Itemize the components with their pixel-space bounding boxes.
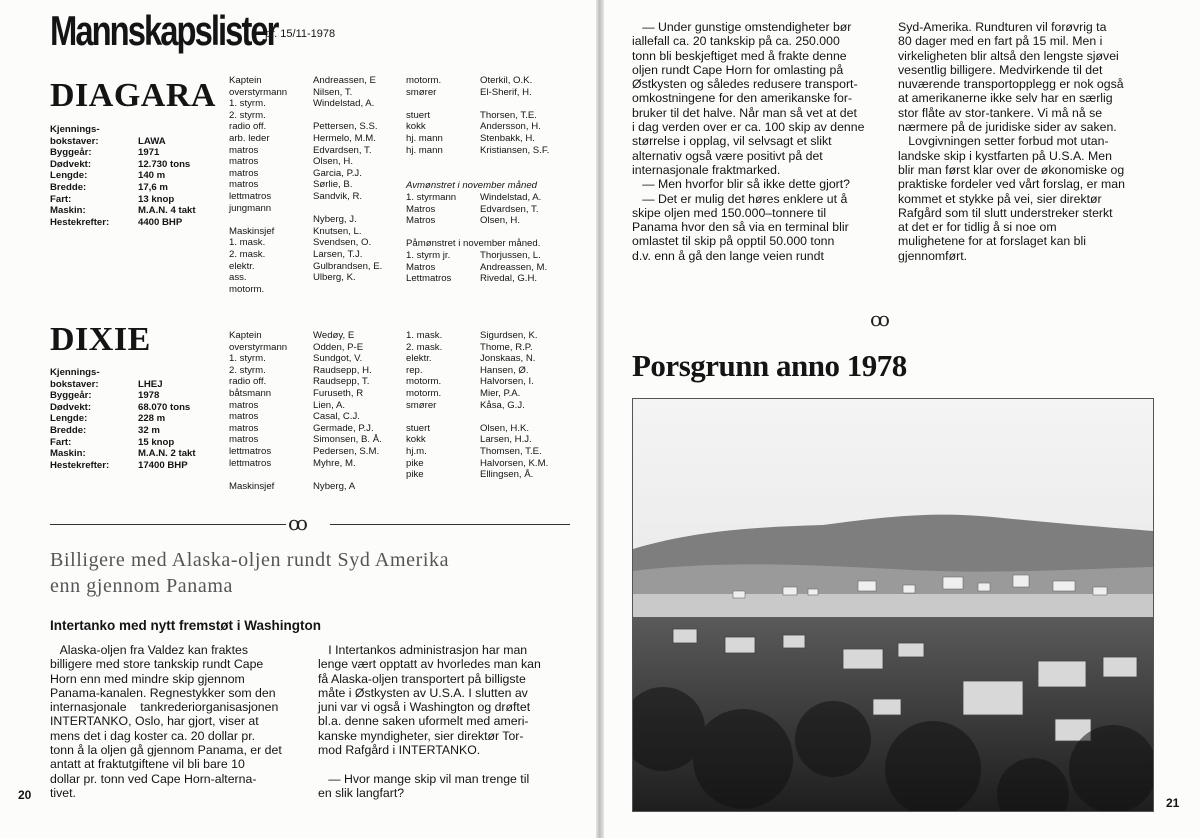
page-spine	[596, 0, 604, 838]
article-column-4: Syd-Amerika. Rundturen vil forøvrig ta 80 dager med en fart på 15 mil. Men i virkeligheten blir altså den lengste sjøvei vesentlig billigere. Medvirkende til det nuværende transportopplegg er nok også at amerikanerne ikke selv har en særlig stor flåte av stor-tankere. Vi må nå se nærmere på de juridiske sider av saken. Lovgivningen setter forbud mot utan- landske skip i kystfarten på U.S.A. Men blir man først klar over de økonomiske og praktiske fordeler ved vårt forslag, er man kommet et stykke på vei, sier direktør Rafgård som til slutt understreker sterkt at det er for tidlig å si noe om mulighetene for at forslaget kan bli gjennomført.	[898, 20, 1125, 263]
ship-name-diagara: DIAGARA	[50, 77, 216, 114]
crew-names-col1: Wedøy, E Odden, P-E Sundgot, V. Raudsepp, H. Raudsepp, T. Furuseth, R Lien, A. Casal, C.J. Germade, P.J. Simonsen, B. Å. Pedersen, S.M. Myhre, M. Nyberg, A	[313, 330, 382, 492]
ornament-icon: ꝏ	[870, 307, 890, 331]
ship-name-dixie: DIXIE	[50, 321, 151, 358]
article-headline: Billigere med Alaska-oljen rundt Syd Amerika enn gjennom Panama	[50, 549, 450, 597]
signed-on-heading: Påmønstret i november måned.	[406, 238, 541, 249]
divider-right	[330, 524, 570, 525]
signed-on-roles: 1. styrm jr. Matros Lettmatros	[406, 250, 452, 285]
article-column-2: I Intertankos administrasjon har man lenge vært opptatt av hvorledes man kan få Alaska-oljen transportert på billigste måte i Østkysten av U.S.A. I slutten av juni var vi også i Washington og drøftet bl.a. denne saken uformelt med ameri- kanske myndigheter, sier direktør Tor- mod Rafgård i INTERTANKO. — Hvor mange skip vil man trenge til en slik langfart?	[318, 643, 541, 800]
crew-roles-col2: motorm. smører stuert kokk hj. mann hj. mann	[406, 75, 443, 156]
crew-names-col2: Sigurdsen, K. Thome, R.P. Jonskaas, N. Hansen, Ø. Halvorsen, I. Mier, P.A. Kåsa, G.J. Olsen, H.K. Larsen, H.J. Thomsen, T.E. Halvorsen, K.M. Ellingsen, Å.	[480, 330, 549, 481]
masthead-title: Mannskapslister	[50, 7, 278, 54]
crew-roles-col1: Kaptein overstyrmann 1. styrm. 2. styrm. radio off. båtsmann matros matros matros matros lettmatros lettmatros Maskinsjef	[229, 330, 288, 492]
town-photo	[632, 398, 1154, 812]
page-number-left: 20	[18, 788, 32, 802]
signed-off-roles: 1. styrmann Matros Matros	[406, 192, 457, 227]
signed-off-heading: Avmønstret i november måned	[406, 180, 537, 191]
divider-left	[50, 524, 286, 525]
ship-spec-values: LAWA 1971 12.730 tons 140 m 17,6 m 13 knop M.A.N. 4 takt 4400 BHP	[138, 135, 196, 228]
ship-spec-values: LHEJ 1978 68.070 tons 228 m 32 m 15 knop M.A.N. 2 takt 17400 BHP	[138, 378, 196, 471]
signed-on-names: Thorjussen, L. Andreassen, M. Rivedal, G.H.	[480, 250, 548, 285]
crew-roles-col1: Kaptein overstyrmann 1. styrm. 2. styrm. radio off. arb. leder matros matros matros matros lettmatros jungmann Maskinsjef 1. mask. 2. mask. elektr. ass. motorm.	[229, 75, 288, 295]
article-column-1: Alaska-oljen fra Valdez kan fraktes billigere med store tankskip rundt Cape Horn enn med mindre skip gjennom Panama-kanalen. Regnestykker som den internasjonale tankrederiorganisasjonen INTERTANKO, Oslo, har gjort, viser at mens det i dag koster ca. 20 dollar pr. tonn å la oljen gå gjennom Panama, er det antatt at fraktutgiftene vil bli bare 10 dollar pr. tonn ved Cape Horn-alterna- tivet.	[50, 643, 282, 800]
photo-title: Porsgrunn anno 1978	[632, 348, 907, 383]
signed-off-names: Windelstad, A. Edvardsen, T. Olsen, H.	[480, 192, 542, 227]
ship-spec-labels: Kjennings- bokstaver: Byggeår: Dødvekt: Lengde: Bredde: Fart: Maskin: Hestekrefter:	[50, 367, 110, 471]
page-number-right: 21	[1166, 796, 1180, 810]
ornament-icon: ꝏ	[288, 511, 308, 535]
article-column-3: — Under gunstige omstendigheter bør iallefall ca. 20 tankskip på ca. 250.000 tonn bli beskjeftiget med å frakte denne oljen rundt Cape Horn for omlasting på Østkysten og således redusere transport- omkostningene for den amerikanske for- bruker til det halve. Når man så vet at det i dag verden over er ca. 100 skip av denne størrelse i opplag, vil selvsagt et slikt alternativ også være positivt på det internasjonale fraktmarked. — Men hvorfor blir så ikke dette gjort? — Det er mulig det høres enklere ut å skipe oljen med 150.000–tonnere til Panama hvor den så via en terminal blir omlastet til skip på opptil 50.000 tonn d.v. enn å gå den lange veien rundt	[632, 20, 865, 263]
crew-roles-col2: 1. mask. 2. mask. elektr. rep. motorm. motorm. smører stuert kokk hj.m. pike pike	[406, 330, 443, 481]
article-subhead: Intertanko med nytt fremstøt i Washington	[50, 618, 322, 633]
crew-names-col2: Oterkil, O.K. El-Sherif, H. Thorsen, T.E. Andersson, H. Stenbakk, H. Kristiansen, S.F.	[480, 75, 550, 156]
ship-spec-labels: Kjennings- bokstaver: Byggeår: Dødvekt: Lengde: Bredde: Fart: Maskin: Hestekrefter:	[50, 124, 110, 228]
list-date: pr. 15/11-1978	[265, 28, 336, 40]
crew-names-col1: Andreassen, E Nilsen, T. Windelstad, A. Pettersen, S.S. Hermelo, M.M. Edvardsen, T. Olsen, H. Garcia, P.J. Sørlie, B. Sandvik, R. Nyberg, J. Knutsen, L. Svendsen, O. Larsen, T.J. Gulbrandsen, E. Ulberg, K.	[313, 75, 383, 284]
